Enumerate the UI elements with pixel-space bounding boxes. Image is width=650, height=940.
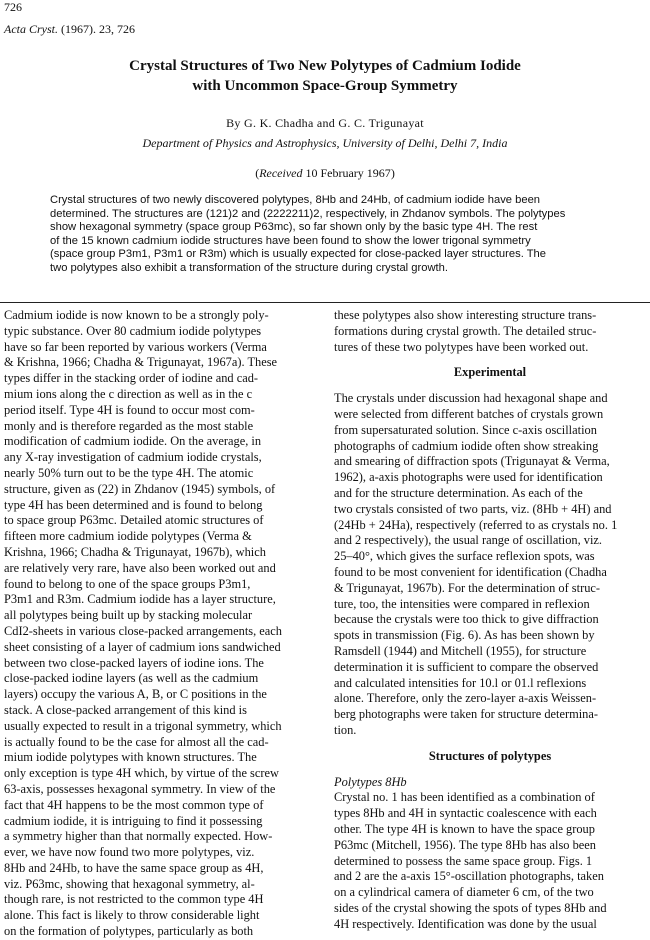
structures-heading: Structures of polytypes bbox=[428, 748, 552, 763]
body-text-line: determination it is sufficient to compare the observed bbox=[334, 659, 599, 674]
body-text-line: Krishna, 1966; Chadha & Trigunayat, 1967b), which bbox=[4, 544, 266, 559]
body-text-line: to space group P63mc. Detailed atomic structures of bbox=[4, 513, 264, 528]
body-text-line: The crystals under discussion had hexagonal shape and bbox=[334, 391, 608, 406]
experimental-heading: Experimental bbox=[453, 365, 527, 380]
body-text-line: mium iodide polytypes with known structures. The bbox=[4, 750, 257, 765]
body-text-line: spots in transmission (Fig. 6). As has been shown by bbox=[334, 628, 595, 643]
body-text-line: alone. Therefore, only the zero-layer a-axis Weissen- bbox=[334, 691, 597, 706]
body-text-line: from supersaturated solution. Since c-axis oscillation bbox=[334, 422, 597, 437]
body-text-line: determined to possess the same space group. Figs. 1 bbox=[334, 853, 593, 868]
body-text-line: any X-ray investigation of cadmium iodide crystals, bbox=[4, 450, 262, 465]
body-text-line: P3m1 and R3m. Cadmium iodide has a layer structure, bbox=[4, 592, 276, 607]
left-column bbox=[4, 308, 314, 940]
body-text-line: close-packed iodine layers (as well as the cadmium bbox=[4, 671, 259, 686]
journal-details: (1967). 23, 726 bbox=[58, 22, 135, 36]
body-text-line: photographs of cadmium iodide often show streaking bbox=[334, 438, 599, 453]
body-text-line: a symmetry higher than that normally expected. How- bbox=[4, 829, 273, 844]
body-text-line: & Trigunayat, 1967b). For the determination of struc- bbox=[334, 580, 601, 595]
body-text-line: have so far been reported by various workers (Verma bbox=[4, 339, 267, 354]
body-text-line: layers) occupy the various A, B, or C positions in the bbox=[4, 687, 267, 702]
body-text-line: and smearing of diffraction spots (Trigunayat & Verma, bbox=[334, 454, 610, 469]
body-text-line: Crystal no. 1 has been identified as a combination of bbox=[334, 790, 595, 805]
body-text-line: types differ in the stacking order of iodine and cad- bbox=[4, 371, 259, 386]
body-text-line: nearly 50% turn out to be the type 4H. The atomic bbox=[4, 465, 254, 480]
body-text-line: alone. This fact is likely to throw considerable light bbox=[4, 908, 260, 923]
body-text-line: on a cylindrical camera of diameter 6 cm, of the two bbox=[334, 885, 594, 900]
body-text-line: cadmium iodide, it is intriguing to find it possessing bbox=[4, 813, 263, 828]
body-text-line: on the formation of polytypes, particularly as both bbox=[4, 924, 254, 939]
body-text-line: usually expected to result in a trigonal symmetry, which bbox=[4, 718, 282, 733]
body-text-line: these polytypes also show interesting structure trans- bbox=[334, 308, 597, 322]
right-column bbox=[334, 308, 646, 932]
body-text-line: mium ions along the c direction as well as in the c bbox=[4, 386, 253, 401]
body-text-line: typic substance. Over 80 cadmium iodide polytypes bbox=[4, 323, 262, 338]
body-text-line: berg photographs were taken for structure determina- bbox=[334, 707, 599, 722]
body-text-line: and 2 are the a-axis 15°-oscillation photographs, taken bbox=[334, 869, 604, 884]
body-text-line: stack. A close-packed arrangement of this kind is bbox=[4, 702, 247, 717]
body-text-line: viz. P63mc, showing that hexagonal symmetry, al- bbox=[4, 876, 255, 891]
body-text-line: 1962), a-axis photographs were used for identification bbox=[334, 470, 603, 485]
body-text-line: types 8Hb and 4H in syntactic coalescence with each bbox=[334, 806, 597, 821]
abstract-line: Crystal structures of two newly discovered polytypes, 8Hb and 24Hb, of cadmium iodide have been bbox=[50, 194, 541, 206]
body-text-line: sheet consisting of a layer of cadmium ions sandwiched bbox=[4, 639, 281, 654]
body-text-line: period itself. Type 4H is found to occur most com- bbox=[4, 402, 255, 417]
article-title bbox=[60, 56, 590, 96]
journal-reference bbox=[4, 22, 135, 37]
body-text-line: monly and is therefore regarded as the most stable bbox=[4, 418, 254, 433]
body-text-line: are relatively very rare, have also been worked out and bbox=[4, 560, 276, 575]
body-text-line: and 2 respectively), the usual range of oscillation, viz. bbox=[334, 533, 603, 548]
abstract-line: determined. The structures are (121)2 and (2222211)2, respectively, in Zhdanov symbols. The polytypes bbox=[50, 207, 566, 220]
body-text-line: between two close-packed layers of iodine ions. The bbox=[4, 655, 264, 670]
body-text-line: ever, we have now found two more polytypes, viz. bbox=[4, 845, 255, 860]
journal-name: Acta Cryst. bbox=[4, 22, 58, 36]
page-number: 726 bbox=[4, 0, 22, 14]
body-text-line: Ramsdell (1944) and Mitchell (1955), for structure bbox=[334, 643, 587, 658]
body-text-line: found to belong to one of the space groups P3m1, bbox=[4, 576, 251, 591]
body-text-line: tures of these two polytypes have been worked out. bbox=[334, 339, 589, 354]
body-text-line: two crystals consisted of two parts, viz. (8Hb + 4H) and bbox=[334, 501, 612, 516]
body-text-line: P63mc (Mitchell, 1956). The type 8Hb has also been bbox=[334, 837, 596, 852]
body-text-line: is actually found to be the case for almost all the cad- bbox=[4, 734, 269, 749]
body-text-line: formations during crystal growth. The detailed struc- bbox=[334, 323, 597, 338]
body-text-line: only exception is type 4H which, by virtue of the screw bbox=[4, 766, 279, 781]
body-text-line: (24Hb + 24Ha), respectively (referred to as crystals no. 1 bbox=[334, 517, 618, 532]
body-text-line: CdI2-sheets in various close-packed arrangements, each bbox=[4, 623, 282, 638]
abstract-line: show hexagonal symmetry (space group P63mc), so far shown only by the basic type 4H. The rest bbox=[50, 221, 538, 234]
received-value: 10 February 1967 bbox=[302, 166, 391, 180]
body-text-line: 25–40°, which gives the surface reflexion spots, was bbox=[334, 549, 595, 564]
authors: By G. K. Chadha and G. C. Trigunayat bbox=[226, 116, 424, 130]
title-line-2: with Uncommon Space-Group Symmetry bbox=[192, 78, 458, 94]
body-text-line: tion. bbox=[334, 722, 357, 737]
body-text-line: modification of cadmium iodide. On the average, in bbox=[4, 434, 262, 449]
body-text-line: 8Hb and 24Hb, to have the same space group as 4H, bbox=[4, 860, 264, 875]
received-date: (Received 10 February 1967) bbox=[255, 166, 395, 180]
affiliation: Department of Physics and Astrophysics, University of Delhi, Delhi 7, India bbox=[142, 136, 508, 150]
body-text-line: 4H respectively. Identification was done by the usual bbox=[334, 916, 597, 931]
abstract-line: (space group P3m1, P3m1 or R3m) which is usually expected for close-packed layer structures. The bbox=[50, 248, 546, 261]
body-text-line: fact that 4H happens to be the most common type of bbox=[4, 797, 264, 812]
title-line-1: Crystal Structures of Two New Polytypes of Cadmium Iodide bbox=[129, 58, 521, 74]
body-text-line: sides of the crystal showing the spots of types 8Hb and bbox=[334, 900, 607, 915]
abstract bbox=[50, 194, 600, 276]
body-text-line: though rare, is not restricted to the common type 4H bbox=[4, 892, 264, 907]
body-text-line: Cadmium iodide is now known to be a strongly poly- bbox=[4, 308, 269, 322]
body-text-line: structure, given as (22) in Zhdanov (1945) symbols, of bbox=[4, 481, 276, 496]
body-text-line: found to be most convenient for identification (Chadha bbox=[334, 564, 607, 579]
body-text-line: 63-axis, possesses hexagonal symmetry. In view of the bbox=[4, 781, 276, 796]
body-text-line: & Krishna, 1966; Chadha & Trigunayat, 1967a). These bbox=[4, 355, 278, 370]
abstract-line: two polytypes also exhibit a transformation of the structure during crystal growth. bbox=[50, 261, 448, 274]
body-text-line: and for the structure determination. As each of the bbox=[334, 485, 583, 500]
abstract-line: of the 15 known cadmium iodide structures have been found to show the lower trigonal symmetry bbox=[50, 234, 531, 247]
received-word: Received bbox=[259, 166, 303, 180]
body-text-line: and calculated intensities for 10.l or 01.l reflexions bbox=[334, 675, 587, 690]
section-divider bbox=[0, 302, 650, 303]
body-text-line: because the crystals were too thick to give diffraction bbox=[334, 612, 599, 627]
body-text-line: ture, too, the intensities were compared in reflexion bbox=[334, 596, 590, 611]
body-text-line: fifteen more cadmium iodide polytypes (Verma & bbox=[4, 529, 252, 544]
body-text-line: other. The type 4H is known to have the space group bbox=[334, 821, 595, 836]
body-text-line: type 4H has been determined and is found to belong bbox=[4, 497, 263, 512]
body-text-line: all polytypes being built up by stacking molecular bbox=[4, 608, 253, 623]
polytype-subheading: Polytypes 8Hb bbox=[334, 774, 407, 789]
body-text-line: were selected from different batches of crystals grown bbox=[334, 406, 604, 421]
